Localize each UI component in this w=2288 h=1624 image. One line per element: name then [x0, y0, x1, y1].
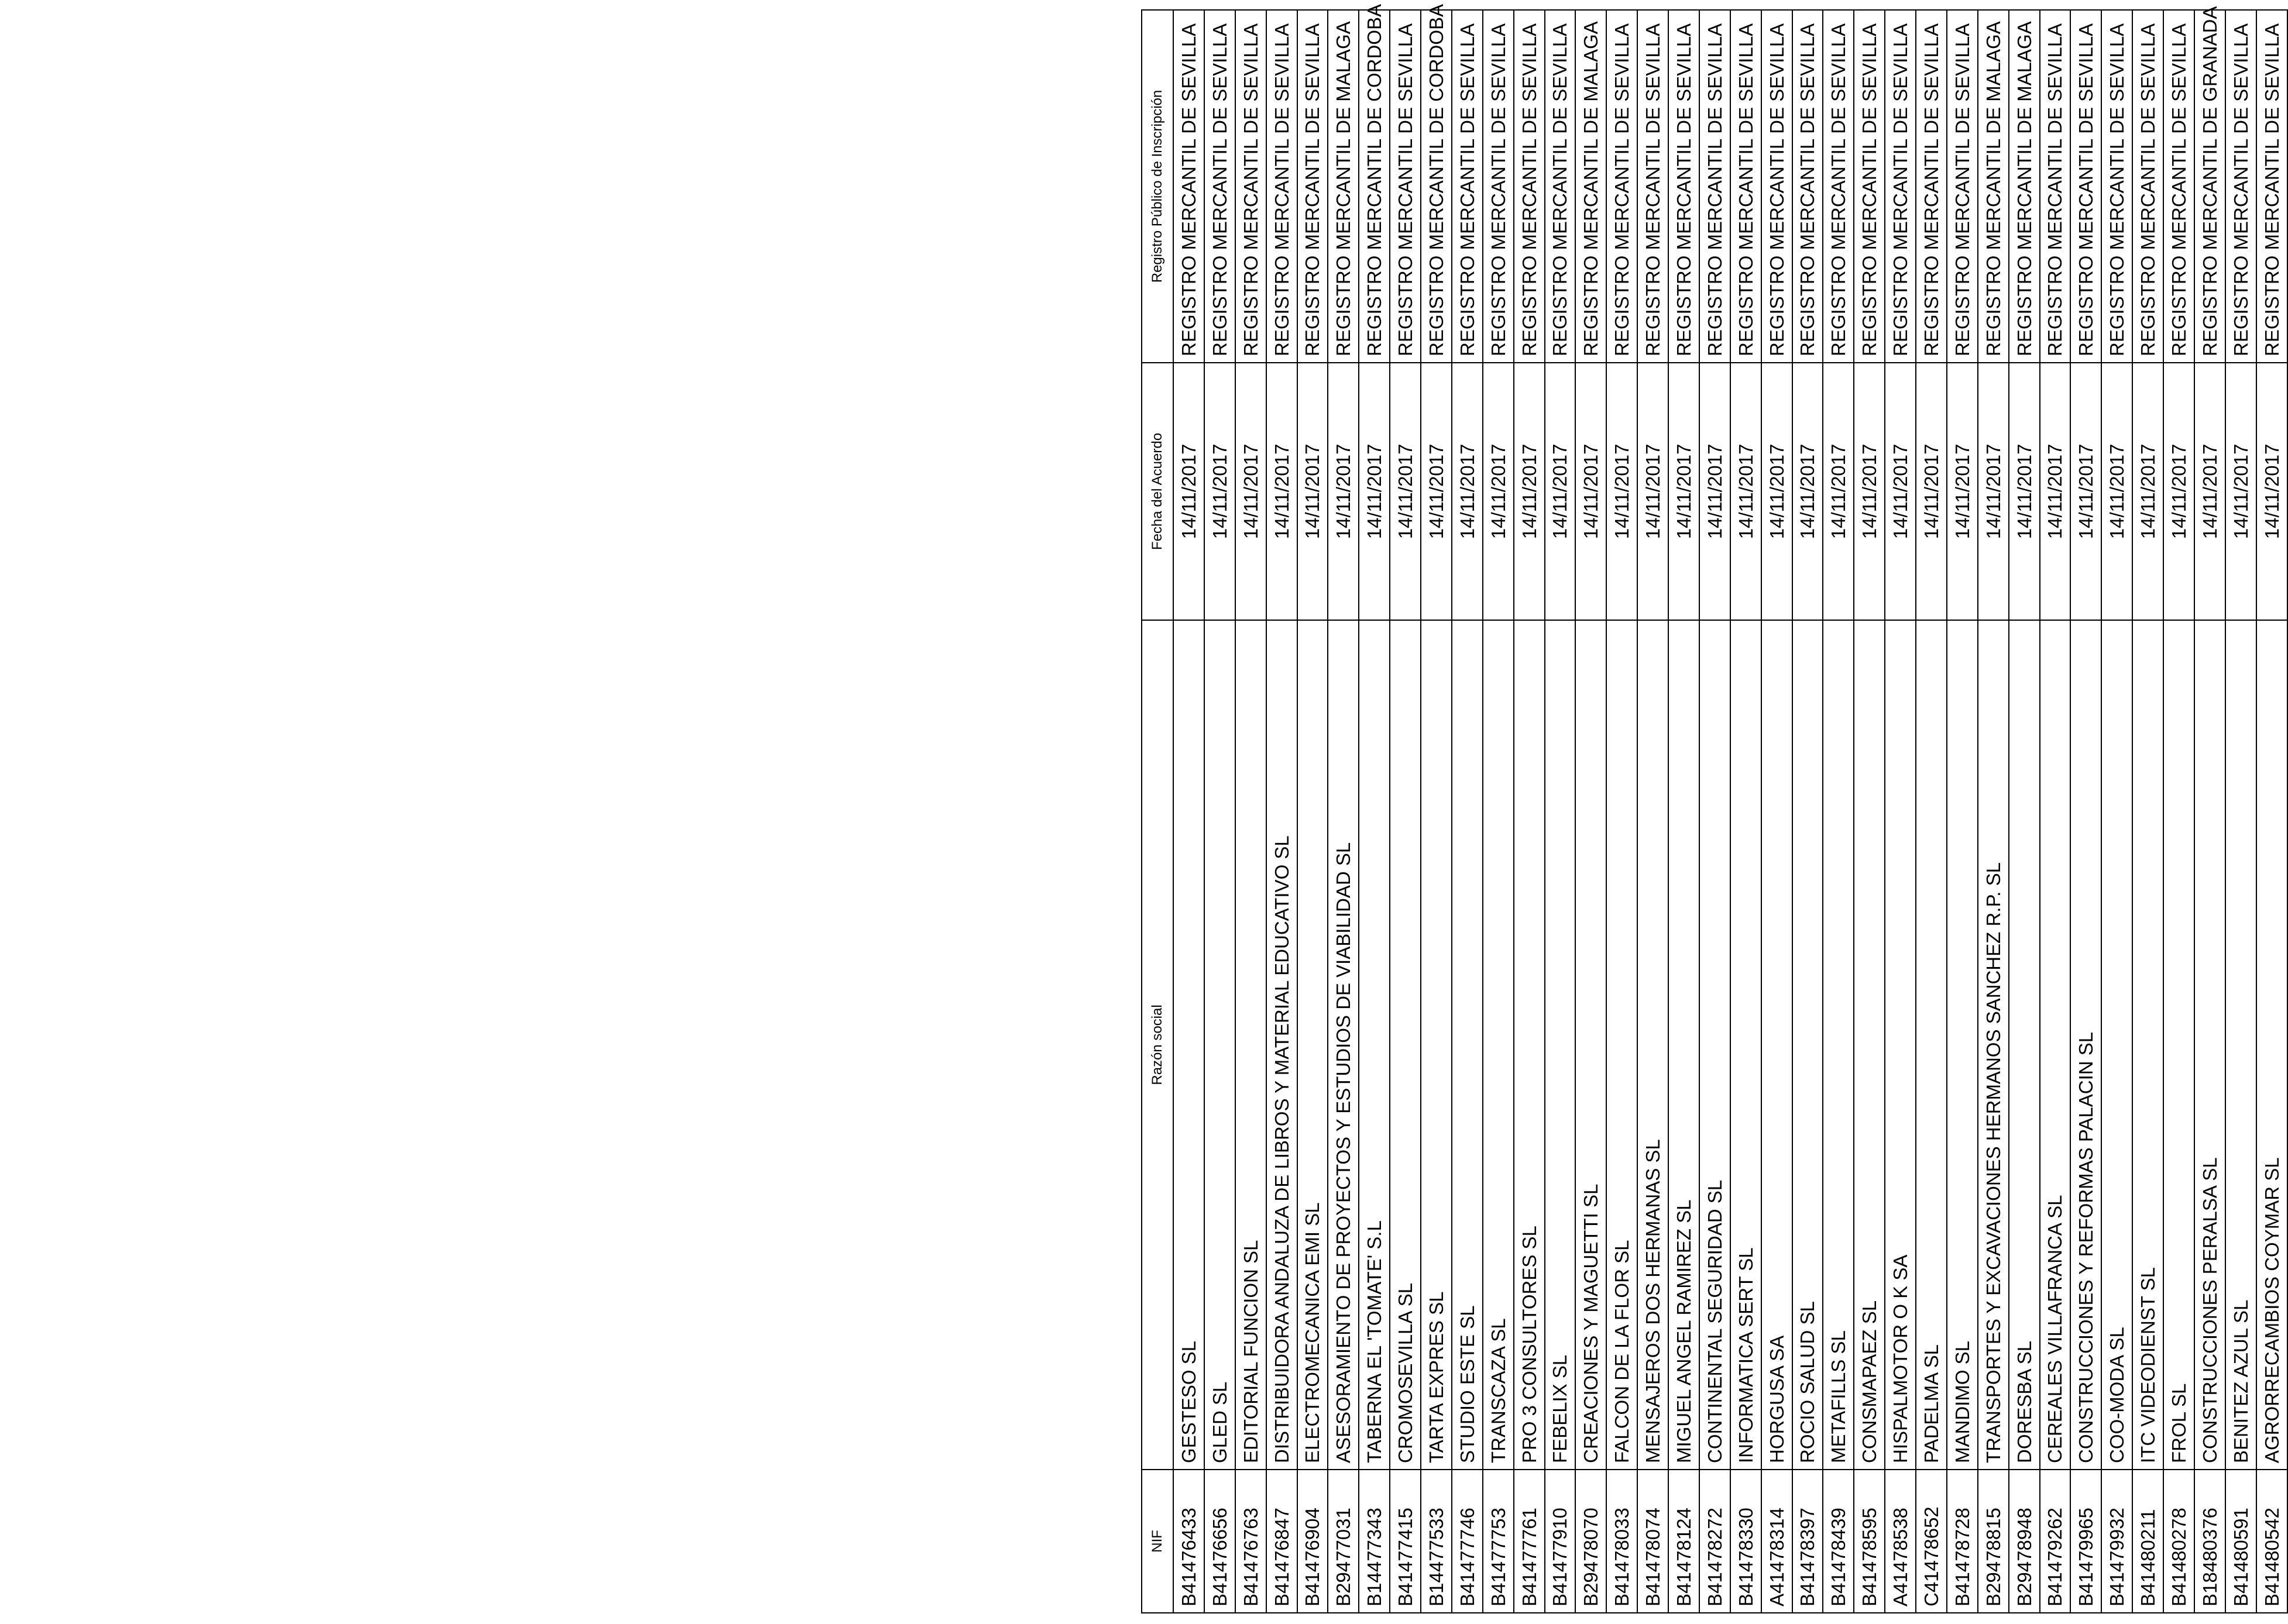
- header-nif: NIF: [1142, 1470, 1173, 1613]
- table-row: [1359, 10, 1390, 1613]
- cell-registro: REGISTRO MERCANTIL DE CORDOBA: [1421, 10, 1452, 363]
- cell-fecha-acuerdo: 14/11/2017: [1637, 363, 1668, 620]
- cell-nif: B41480542: [2256, 1470, 2287, 1613]
- cell-fecha-acuerdo: 14/11/2017: [1514, 363, 1545, 620]
- cell-razon-social: DORESBA SL: [2009, 620, 2040, 1470]
- cell-fecha-acuerdo: 14/11/2017: [1359, 363, 1390, 620]
- table-row: [1730, 10, 1761, 1613]
- cell-nif: B41480211: [2132, 1470, 2163, 1613]
- cell-nif: B41478033: [1606, 1470, 1637, 1613]
- header-row: [1142, 10, 1173, 1613]
- cell-registro: REGISTRO MERCANTIL DE SEVILLA: [2225, 10, 2256, 363]
- table-row: [1266, 10, 1297, 1613]
- cell-fecha-acuerdo: 14/11/2017: [2132, 363, 2163, 620]
- cell-razon-social: HISPALMOTOR O K SA: [1885, 620, 1916, 1470]
- cell-registro: REGISTRO MERCANTIL DE MALAGA: [1575, 10, 1606, 363]
- cell-fecha-acuerdo: 14/11/2017: [1978, 363, 2009, 620]
- table-row: [1204, 10, 1235, 1613]
- cell-registro: REGISTRO MERCANTIL DE SEVILLA: [2163, 10, 2194, 363]
- cell-fecha-acuerdo: 14/11/2017: [1916, 363, 1947, 620]
- table-row: [2070, 10, 2101, 1613]
- cell-nif: B18480376: [2194, 1470, 2225, 1613]
- cell-registro: REGISTRO MERCANTIL DE SEVILLA: [2256, 10, 2287, 363]
- cell-fecha-acuerdo: 14/11/2017: [1266, 363, 1297, 620]
- cell-nif: B41477746: [1452, 1470, 1483, 1613]
- table-row: [1947, 10, 1978, 1613]
- cell-registro: REGISTRO MERCANTIL DE SEVILLA: [2132, 10, 2163, 363]
- cell-registro: REGISTRO MERCANTIL DE SEVILLA: [2040, 10, 2071, 363]
- table-row: [1328, 10, 1359, 1613]
- cell-registro: REGISTRO MERCANTIL DE SEVILLA: [2070, 10, 2101, 363]
- table-row: [1606, 10, 1637, 1613]
- cell-razon-social: STUDIO ESTE SL: [1452, 620, 1483, 1470]
- cell-registro: REGISTRO MERCANTIL DE SEVILLA: [1854, 10, 1885, 363]
- table-row: [2101, 10, 2132, 1613]
- cell-razon-social: CREACIONES Y MAGUETTI SL: [1575, 620, 1606, 1470]
- cell-razon-social: INFORMATICA SERT SL: [1730, 620, 1761, 1470]
- cell-nif: B41478728: [1947, 1470, 1978, 1613]
- table-row: [1575, 10, 1606, 1613]
- cell-registro: REGISTRO MERCANTIL DE GRANADA: [2194, 10, 2225, 363]
- cell-registro: REGISTRO MERCANTIL DE SEVILLA: [1483, 10, 1514, 363]
- table-row: [1235, 10, 1266, 1613]
- table-row: [1699, 10, 1730, 1613]
- cell-nif: B41479965: [2070, 1470, 2101, 1613]
- cell-registro: REGISTRO MERCANTIL DE SEVILLA: [1637, 10, 1668, 363]
- cell-fecha-acuerdo: 14/11/2017: [2009, 363, 2040, 620]
- cell-fecha-acuerdo: 14/11/2017: [1606, 363, 1637, 620]
- cell-razon-social: CROMOSEVILLA SL: [1390, 620, 1421, 1470]
- cell-fecha-acuerdo: 14/11/2017: [2163, 363, 2194, 620]
- header-registro: Registro Público de Inscripción: [1142, 10, 1173, 363]
- table-row: [2163, 10, 2194, 1613]
- cell-razon-social: COO-MODA SL: [2101, 620, 2132, 1470]
- table-body: [1173, 4, 2287, 1613]
- header-razon-social: Razón social: [1142, 620, 1173, 1470]
- cell-registro: REGISTRO MERCANTIL DE SEVILLA: [1947, 10, 1978, 363]
- cell-fecha-acuerdo: 14/11/2017: [1699, 363, 1730, 620]
- cell-fecha-acuerdo: 14/11/2017: [1823, 363, 1854, 620]
- cell-nif: B41478272: [1699, 1470, 1730, 1613]
- cell-registro: REGISTRO MERCANTIL DE SEVILLA: [1761, 10, 1792, 363]
- table-row: [1885, 10, 1916, 1613]
- cell-nif: B29477031: [1328, 1470, 1359, 1613]
- cell-razon-social: ELECTROMECANICA EMI SL: [1297, 620, 1328, 1470]
- cell-registro: REGISTRO MERCANTIL DE SEVILLA: [1390, 10, 1421, 363]
- cell-razon-social: HORGUSA SA: [1761, 620, 1792, 1470]
- cell-fecha-acuerdo: 14/11/2017: [1390, 363, 1421, 620]
- cell-razon-social: ROCIO SALUD SL: [1792, 620, 1823, 1470]
- table-row: [1483, 10, 1514, 1613]
- cell-fecha-acuerdo: 14/11/2017: [2225, 363, 2256, 620]
- cell-razon-social: PADELMA SL: [1916, 620, 1947, 1470]
- cell-fecha-acuerdo: 14/11/2017: [1483, 363, 1514, 620]
- cell-nif: B14477533: [1421, 1470, 1452, 1613]
- cell-registro: REGISTRO MERCANTIL DE SEVILLA: [1514, 10, 1545, 363]
- cell-razon-social: EDITORIAL FUNCION SL: [1235, 620, 1266, 1470]
- cell-fecha-acuerdo: 14/11/2017: [1575, 363, 1606, 620]
- table-row: [1514, 10, 1545, 1613]
- cell-razon-social: CEREALES VILLAFRANCA SL: [2040, 620, 2071, 1470]
- rotated-table-container: [1141, 4, 2288, 1613]
- cell-razon-social: CONSTRUCCIONES Y REFORMAS PALACIN SL: [2070, 620, 2101, 1470]
- cell-razon-social: TABERNA EL 'TOMATE' S.L: [1359, 620, 1390, 1470]
- cell-razon-social: CONSTRUCCIONES PERALSA SL: [2194, 620, 2225, 1470]
- cell-nif: B41478074: [1637, 1470, 1668, 1613]
- table-row: [1173, 10, 1204, 1613]
- cell-fecha-acuerdo: 14/11/2017: [2256, 363, 2287, 620]
- cell-registro: REGISTRO MERCANTIL DE SEVILLA: [1297, 10, 1328, 363]
- cell-registro: REGISTRO MERCANTIL DE MALAGA: [2009, 10, 2040, 363]
- cell-nif: B41480591: [2225, 1470, 2256, 1613]
- cell-registro: REGISTRO MERCANTIL DE SEVILLA: [1606, 10, 1637, 363]
- table-row: [1545, 10, 1576, 1613]
- cell-nif: A41478538: [1885, 1470, 1916, 1613]
- cell-nif: B41476656: [1204, 1470, 1235, 1613]
- cell-fecha-acuerdo: 14/11/2017: [1297, 363, 1328, 620]
- table-row: [2040, 10, 2071, 1613]
- cell-nif: B41477753: [1483, 1470, 1514, 1613]
- table-row: [1452, 10, 1483, 1613]
- cell-nif: B41478397: [1792, 1470, 1823, 1613]
- cell-razon-social: FROL SL: [2163, 620, 2194, 1470]
- cell-razon-social: METAFILLS SL: [1823, 620, 1854, 1470]
- cell-razon-social: MIGUEL ANGEL RAMIREZ SL: [1668, 620, 1699, 1470]
- cell-fecha-acuerdo: 14/11/2017: [1947, 363, 1978, 620]
- cell-razon-social: GLED SL: [1204, 620, 1235, 1470]
- cell-fecha-acuerdo: 14/11/2017: [1854, 363, 1885, 620]
- cell-registro: REGISTRO MERCANTIL DE SEVILLA: [1730, 10, 1761, 363]
- cell-fecha-acuerdo: 14/11/2017: [1452, 363, 1483, 620]
- cell-registro: REGISTRO MERCANTIL DE SEVILLA: [1452, 10, 1483, 363]
- header-fecha-acuerdo: Fecha del Acuerdo: [1142, 363, 1173, 620]
- cell-razon-social: MANDIMO SL: [1947, 620, 1978, 1470]
- cell-razon-social: TRANSPORTES Y EXCAVACIONES HERMANOS SANCHEZ R.P. SL: [1978, 620, 2009, 1470]
- cell-nif: B29478070: [1575, 1470, 1606, 1613]
- cell-nif: B41477415: [1390, 1470, 1421, 1613]
- table-row: [1916, 10, 1947, 1613]
- cell-registro: REGISTRO MERCANTIL DE SEVILLA: [1173, 10, 1204, 363]
- cell-registro: REGISTRO MERCANTIL DE SEVILLA: [1204, 10, 1235, 363]
- table-row: [2009, 10, 2040, 1613]
- cell-fecha-acuerdo: 14/11/2017: [2101, 363, 2132, 620]
- table-row: [1668, 10, 1699, 1613]
- companies-table: [1141, 4, 2288, 1613]
- cell-nif: B41478124: [1668, 1470, 1699, 1613]
- cell-registro: REGISTRO MERCANTIL DE MALAGA: [1978, 10, 2009, 363]
- table-row: [2132, 10, 2163, 1613]
- cell-fecha-acuerdo: 14/11/2017: [2070, 363, 2101, 620]
- cell-razon-social: AGRORRECAMBIOS COYMAR SL: [2256, 620, 2287, 1470]
- cell-nif: B14477343: [1359, 1470, 1390, 1613]
- cell-registro: REGISTRO MERCANTIL DE SEVILLA: [1792, 10, 1823, 363]
- cell-nif: B41478439: [1823, 1470, 1854, 1613]
- cell-razon-social: GESTESO SL: [1173, 620, 1204, 1470]
- cell-fecha-acuerdo: 14/11/2017: [1545, 363, 1576, 620]
- table-row: [2194, 10, 2225, 1613]
- cell-nif: B41479932: [2101, 1470, 2132, 1613]
- cell-nif: B41478330: [1730, 1470, 1761, 1613]
- cell-razon-social: ASESORAMIENTO DE PROYECTOS Y ESTUDIOS DE VIABILIDAD SL: [1328, 620, 1359, 1470]
- cell-nif: B41476847: [1266, 1470, 1297, 1613]
- cell-registro: REGISTRO MERCANTIL DE SEVILLA: [1668, 10, 1699, 363]
- cell-razon-social: BENITEZ AZUL SL: [2225, 620, 2256, 1470]
- cell-fecha-acuerdo: 14/11/2017: [1235, 363, 1266, 620]
- table-row: [1792, 10, 1823, 1613]
- table-row: [1978, 10, 2009, 1613]
- cell-nif: B41478595: [1854, 1470, 1885, 1613]
- cell-fecha-acuerdo: 14/11/2017: [1421, 363, 1452, 620]
- table-row: [1421, 10, 1452, 1613]
- cell-registro: REGISTRO MERCANTIL DE CORDOBA: [1359, 10, 1390, 363]
- table-row: [2225, 10, 2256, 1613]
- cell-registro: REGISTRO MERCANTIL DE SEVILLA: [1885, 10, 1916, 363]
- cell-registro: REGISTRO MERCANTIL DE SEVILLA: [1916, 10, 1947, 363]
- cell-razon-social: CONTINENTAL SEGURIDAD SL: [1699, 620, 1730, 1470]
- cell-nif: C41478652: [1916, 1470, 1947, 1613]
- table-row: [1390, 10, 1421, 1613]
- cell-fecha-acuerdo: 14/11/2017: [2040, 363, 2071, 620]
- table-row: [1761, 10, 1792, 1613]
- cell-nif: B41477761: [1514, 1470, 1545, 1613]
- cell-fecha-acuerdo: 14/11/2017: [1173, 363, 1204, 620]
- cell-nif: B29478948: [2009, 1470, 2040, 1613]
- cell-fecha-acuerdo: 14/11/2017: [1328, 363, 1359, 620]
- cell-registro: REGISTRO MERCANTIL DE SEVILLA: [1266, 10, 1297, 363]
- cell-razon-social: TRANSCAZA SL: [1483, 620, 1514, 1470]
- cell-razon-social: DISTRIBUIDORA ANDALUZA DE LIBROS Y MATERIAL EDUCATIVO SL: [1266, 620, 1297, 1470]
- cell-nif: B41476433: [1173, 1470, 1204, 1613]
- table-row: [2256, 10, 2287, 1613]
- cell-registro: REGISTRO MERCANTIL DE MALAGA: [1328, 10, 1359, 363]
- cell-registro: REGISTRO MERCANTIL DE SEVILLA: [1699, 10, 1730, 363]
- cell-razon-social: TARTA EXPRES SL: [1421, 620, 1452, 1470]
- cell-registro: REGISTRO MERCANTIL DE SEVILLA: [1545, 10, 1576, 363]
- cell-nif: B41479262: [2040, 1470, 2071, 1613]
- cell-fecha-acuerdo: 14/11/2017: [1204, 363, 1235, 620]
- cell-razon-social: MENSAJEROS DOS HERMANAS SL: [1637, 620, 1668, 1470]
- cell-registro: REGISTRO MERCANTIL DE SEVILLA: [1823, 10, 1854, 363]
- cell-nif: A41478314: [1761, 1470, 1792, 1613]
- table-row: [1823, 10, 1854, 1613]
- cell-nif: B29478815: [1978, 1470, 2009, 1613]
- cell-razon-social: ITC VIDEODIENST SL: [2132, 620, 2163, 1470]
- cell-nif: B41480278: [2163, 1470, 2194, 1613]
- cell-razon-social: FALCON DE LA FLOR SL: [1606, 620, 1637, 1470]
- cell-razon-social: PRO 3 CONSULTORES SL: [1514, 620, 1545, 1470]
- cell-nif: B41476904: [1297, 1470, 1328, 1613]
- cell-fecha-acuerdo: 14/11/2017: [1761, 363, 1792, 620]
- cell-fecha-acuerdo: 14/11/2017: [1885, 363, 1916, 620]
- cell-razon-social: FEBELIX SL: [1545, 620, 1576, 1470]
- cell-nif: B41476763: [1235, 1470, 1266, 1613]
- cell-fecha-acuerdo: 14/11/2017: [1668, 363, 1699, 620]
- cell-fecha-acuerdo: 14/11/2017: [1730, 363, 1761, 620]
- cell-razon-social: CONSMAPAEZ SL: [1854, 620, 1885, 1470]
- cell-nif: B41477910: [1545, 1470, 1576, 1613]
- cell-registro: REGISTRO MERCANTIL DE SEVILLA: [1235, 10, 1266, 363]
- table-row: [1854, 10, 1885, 1613]
- cell-registro: REGISTRO MERCANTIL DE SEVILLA: [2101, 10, 2132, 363]
- cell-fecha-acuerdo: 14/11/2017: [2194, 363, 2225, 620]
- cell-fecha-acuerdo: 14/11/2017: [1792, 363, 1823, 620]
- table-row: [1637, 10, 1668, 1613]
- table-row: [1297, 10, 1328, 1613]
